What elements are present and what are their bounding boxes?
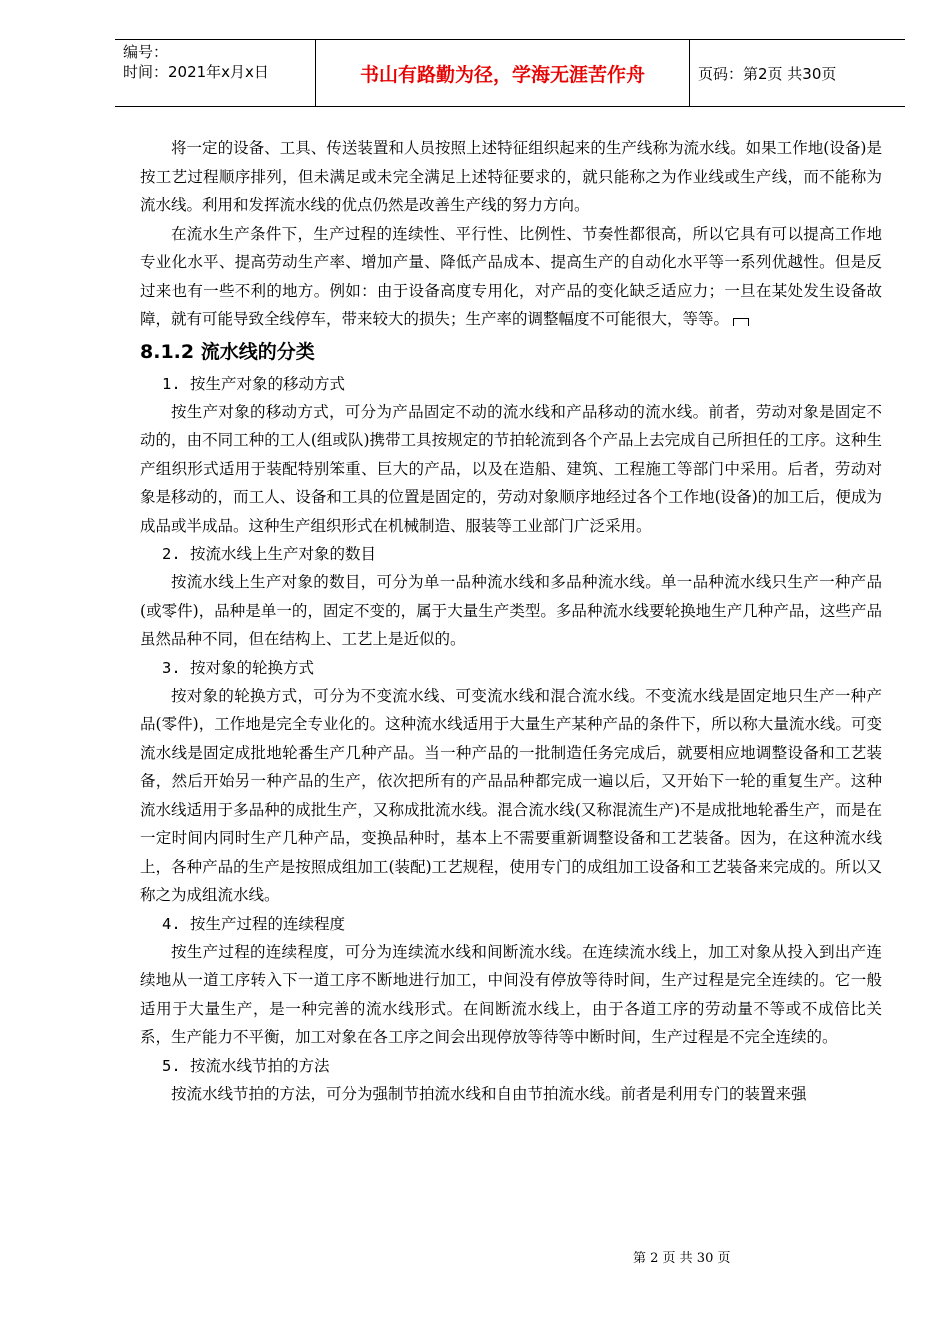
return-mark-icon [733,318,749,326]
subsection-heading-3: 3. 按对象的轮换方式 [162,658,314,677]
paragraph-2-text: 在流水生产条件下，生产过程的连续性、平行性、比例性、节奏性都很高，所以它具有可以提高工作地专业化水平、提高劳动生产率、增加产量、降低产品成本、提高生产的自动化水平等一系列优越性。但是反过来也有一些不利的地方。例如：由于设备高度专用化，对产品的变化缺乏适应力；一旦在某处发生设备故障，就有可能导致全线停车，带来较大的损失；生产率的调整幅度不可能很大，等等。 [140,224,882,328]
document-body [140,134,882,1108]
header-meta [115,40,315,106]
section-title: 8.1.2 流水线的分类 [140,340,315,363]
header-page-number: 页码：第2页 共30页 [698,64,837,83]
paragraph-2 [140,220,882,334]
paragraph-1: 将一定的设备、工具、传送装置和人员按照上述特征组织起来的生产线称为流水线。如果工作地(设备)是按工艺过程顺序排列，但未满足或未完全满足上述特征要求的，就只能称之为作业线或生产线，而不能称为流水线。利用和发挥流水线的优点仍然是改善生产线的努力方向。 [140,139,882,214]
header-motto: 书山有路勤为径，学海无涯苦作舟 [359,63,645,86]
subsection-heading-5: 5. 按流水线节拍的方法 [162,1056,330,1075]
header-number: 编号： [123,43,169,61]
subsection-heading-1: 1. 按生产对象的移动方式 [162,374,345,393]
page-header [115,39,905,107]
header-page-cell [690,40,905,106]
page-footer: 第 2 页 共 30 页 [633,1251,731,1266]
header-motto-cell [315,40,690,106]
subsection-heading-2: 2. 按流水线上生产对象的数目 [162,545,376,563]
subsection-text-4: 按生产过程的连续程度，可分为连续流水线和间断流水线。在连续流水线上，加工对象从投入到出产连续地从一道工序转入下一道工序不断地进行加工，中间没有停放等待时间，生产过程是完全连续的。它一般适用于大量生产，是一种完善的流水线形式。在间断流水线上，由于各道工序的劳动量不等或不成倍比关系，生产能力不平衡，加工对象在各工序之间会出现停放等待等中断时间，生产过程是不完全连续的。 [140,942,882,1046]
subsection-heading-4: 4. 按生产过程的连续程度 [162,914,345,933]
subsection-text-1: 按生产对象的移动方式，可分为产品固定不动的流水线和产品移动的流水线。前者，劳动对象是固定不动的，由不同工种的工人(组或队)携带工具按规定的节拍轮流到各个产品上去完成自己所担任的工序。这种生产组织形式适用于装配特别笨重、巨大的产品，以及在造船、建筑、工程施工等部门中采用。后者，劳动对象是移动的，而工人、设备和工具的位置是固定的，劳动对象顺序地经过各个工作地(设备)的加工后，便成为成品或半成品。这种生产组织形式在机械制造、服装等工业部门广泛采用。 [140,402,882,535]
subsection-text-5: 按流水线节拍的方法，可分为强制节拍流水线和自由节拍流水线。前者是利用专门的装置来强 [171,1084,807,1103]
subsection-text-3: 按对象的轮换方式，可分为不变流水线、可变流水线和混合流水线。不变流水线是固定地只生产一种产品(零件)，工作地是完全专业化的。这种流水线适用于大量生产某种产品的条件下，所以称大量流水线。可变流水线是固定成批地轮番生产几种产品。当一种产品的一批制造任务完成后，就要相应地调整设备和工艺装备，然后开始另一种产品的生产，依次把所有的产品品种都完成一遍以后，又开始下一轮的重复生产。这种流水线适用于多品种的成批生产，又称成批流水线。混合流水线(又称混流生产)不是成批地轮番生产，而是在一定时间内同时生产几种产品，变换品种时，基本上不需要重新调整设备和工艺装备。因为，在这种流水线上，各种产品的生产是按照成组加工(装配)工艺规程，使用专门的成组加工设备和工艺装备来完成的。所以又称之为成组流水线。 [140,686,882,904]
subsection-text-2: 按流水线上生产对象的数目，可分为单一品种流水线和多品种流水线。单一品种流水线只生产一种产品(或零件)，品种是单一的，固定不变的，属于大量生产类型。多品种流水线要轮换地生产几种产品，这些产品虽然品种不同，但在结构上、工艺上是近似的。 [140,573,882,648]
header-time: 时间：2021年x月x日 [123,63,269,81]
